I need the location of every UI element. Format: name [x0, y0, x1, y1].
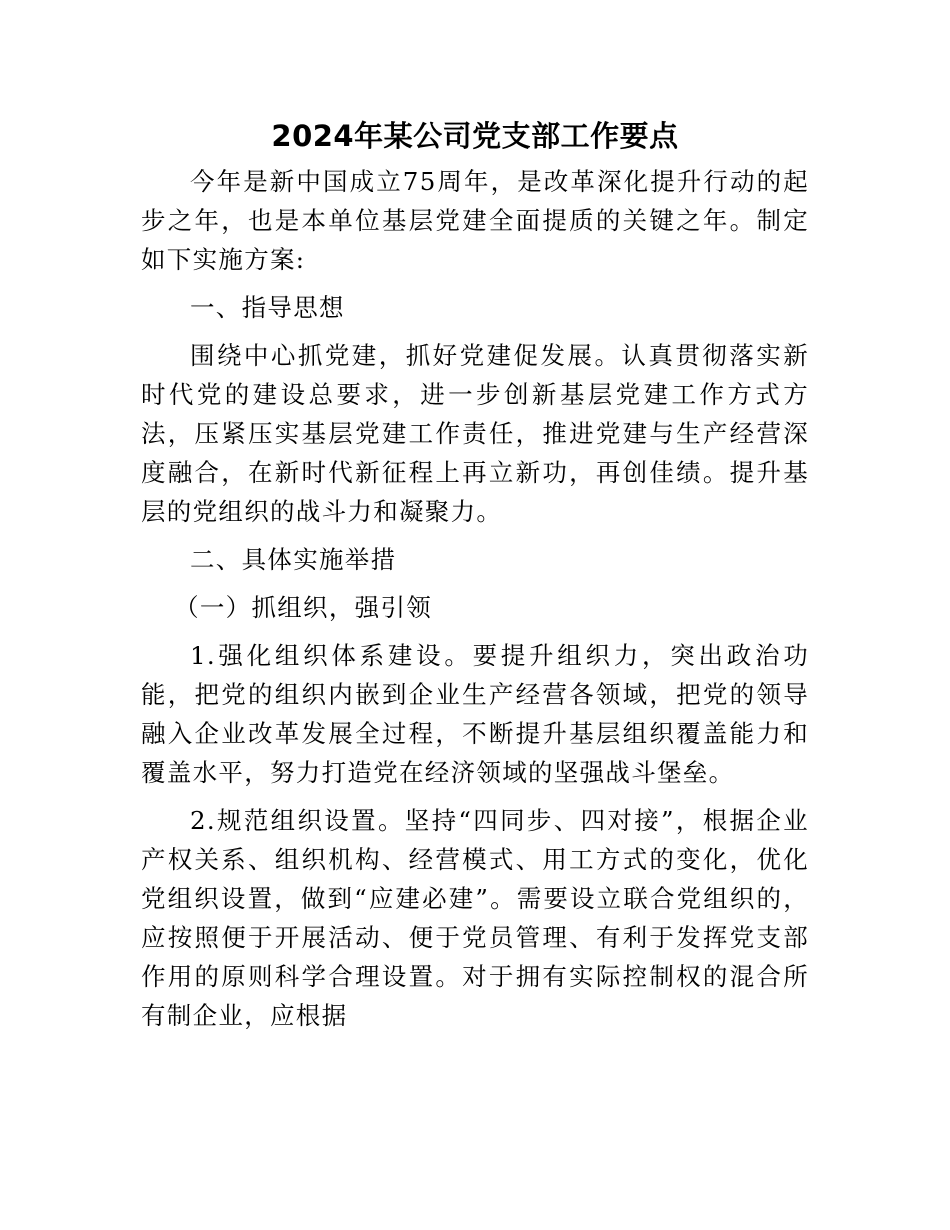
item-organization-system: 1.强化组织体系建设。要提升组织力，突出政治功能，把党的组织内嵌到企业生产经营各领域，把党的领导融入企业改革发展全过程，不断提升基层组织覆盖能力和覆盖水平，努力打造党在经济领域的坚强战斗堡垒。 [141, 641, 809, 787]
subsection-heading-organization: （一）抓组织，强引领 [174, 593, 433, 622]
item-organization-setup: 2.规范组织设置。坚持“四同步、四对接”，根据企业产权关系、组织机构、经营模式、用工方式的变化，优化党组织设置，做到“应建必建”。需要设立联合党组织的，应按照便于开展活动、便于党员管理、有利于发挥党支部作用的原则科学合理设置。对于拥有实际控制权的混合所有制企业，应根据 [141, 806, 809, 1030]
document-body [141, 112, 809, 1044]
section-heading-guiding-ideology: 一、指导思想 [190, 293, 345, 322]
document-title: 2024年某公司党支部工作要点 [271, 119, 679, 153]
guiding-ideology-paragraph: 围绕中心抓党建，抓好党建促发展。认真贯彻落实新时代党的建设总要求，进一步创新基层党建工作方式方法，压紧压实基层党建工作责任，推进党建与生产经营深度融合，在新时代新征程上再立新功，再创佳绩。提升基层的党组织的战斗力和凝聚力。 [141, 341, 809, 526]
intro-paragraph: 今年是新中国成立75周年，是改革深化提升行动的起步之年，也是本单位基层党建全面提质的关键之年。制定如下实施方案: [141, 167, 809, 274]
section-heading-implementation-measures: 二、具体实施举措 [190, 545, 397, 574]
